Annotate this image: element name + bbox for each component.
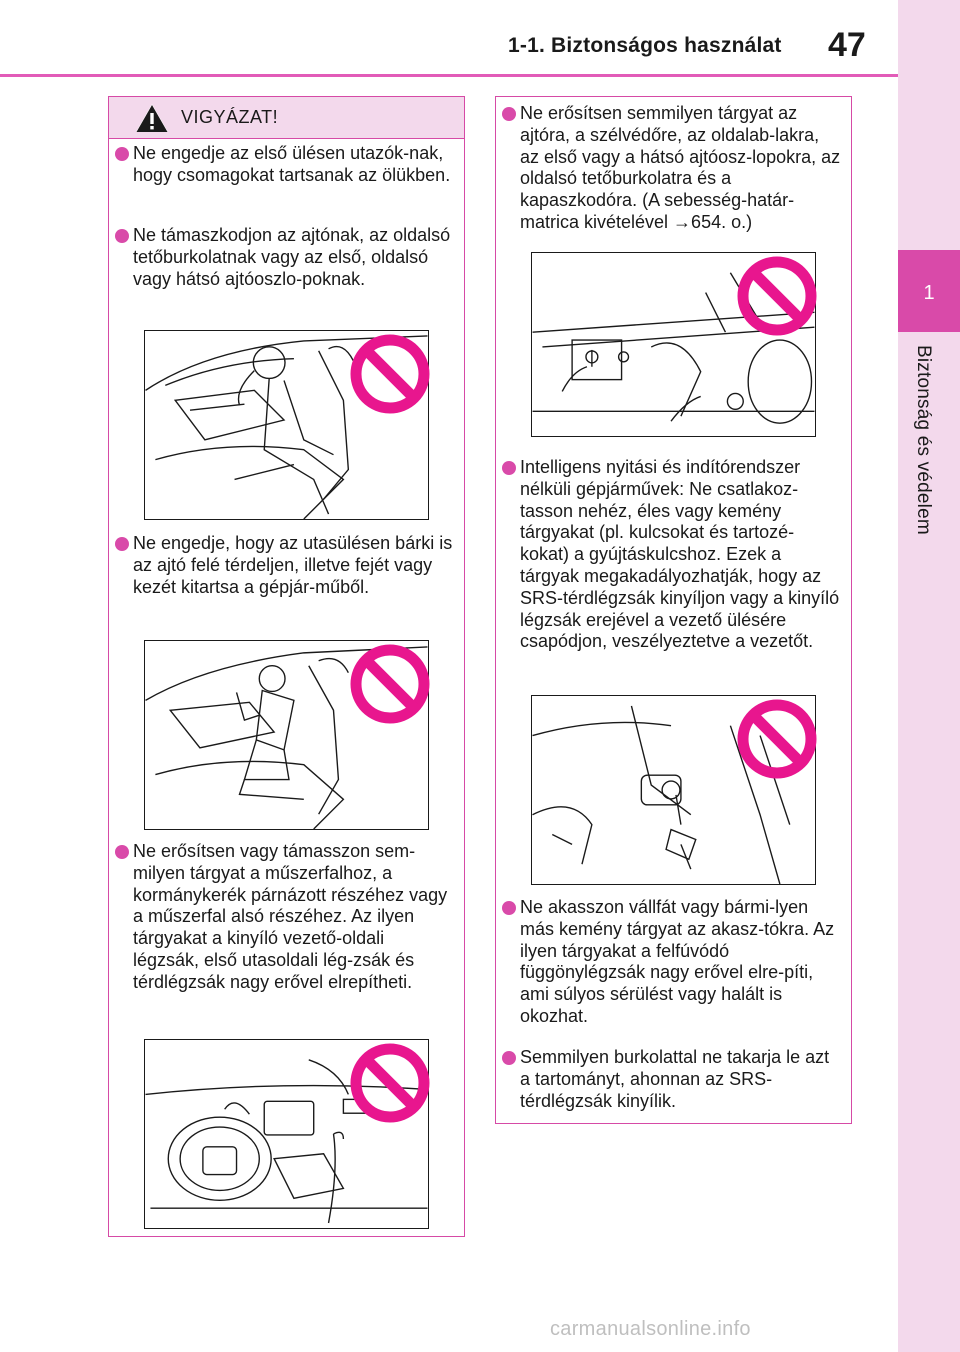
list-item-text: Ne engedje, hogy az utasülésen bárki is az ajtó felé térdeljen, illetve fejét vagy kezét kitartsa a gépjár-műből. bbox=[133, 533, 453, 597]
prohibition-icon bbox=[349, 333, 431, 415]
warning-header bbox=[109, 97, 464, 139]
list-item bbox=[496, 457, 851, 653]
prohibition-icon bbox=[349, 1042, 431, 1124]
bullet-icon bbox=[115, 845, 129, 859]
list-item-text: Ne erősítsen semmilyen tárgyat az ajtóra, a szélvédőre, az oldalab-lakra, az első vagy a hátsó ajtóosz-lopokra, az oldalsó tetőburkolatra és a kapaszkodóra. (A sebesség-határ-matrica kivételével →654. o.) bbox=[520, 103, 841, 232]
prohibition-icon bbox=[349, 643, 431, 725]
page-number: 47 bbox=[828, 26, 866, 64]
list-item bbox=[109, 225, 464, 290]
chapter-title: Biztonság és védelem bbox=[913, 345, 934, 535]
list-item bbox=[496, 103, 851, 234]
chapter-number: 1 bbox=[923, 282, 935, 304]
bullet-icon bbox=[502, 107, 516, 121]
bullet-icon bbox=[115, 229, 129, 243]
list-item bbox=[496, 1047, 851, 1112]
warning-title: VIGYÁZAT! bbox=[181, 107, 279, 127]
list-item bbox=[109, 533, 464, 598]
warning-triangle-icon bbox=[135, 103, 169, 133]
list-item bbox=[496, 897, 851, 1028]
list-item-text: Ne engedje az első ülésen utazók-nak, hogy csomagokat tartsanak az ölükben. bbox=[133, 143, 451, 185]
prohibition-icon bbox=[736, 255, 818, 337]
list-item-text: Ne erősítsen vagy támasszon sem-milyen tárgyat a műszerfalhoz, a kormánykerék párnázott részéhez vagy a műszerfal alsó részéhez. Az ilyen tárgyakat a kinyíló vezető-oldali légzsák, első utasoldali lég-zsák és térdlégzsák nagy erővel elrepítheti. bbox=[133, 841, 448, 992]
warning-box-right bbox=[495, 96, 852, 1124]
list-item-text: Intelligens nyitási és indítórendszer nélküli gépjárművek: Ne csatlakoz-tasson nehéz, éles vagy kemény tárgyakat (pl. kulcsokat és tartozé-kokat) a gyújtáskulcshoz. Ezek a tárgyak megakadályozhatják, hogy az SRS-térdlégzsák kinyíljon vagy a kinyíló légzsák erejével a vezető ülésére csapódjon, veszélyeztetve a vezetőt. bbox=[520, 457, 840, 652]
prohibition-icon bbox=[736, 698, 818, 780]
header-rule bbox=[0, 74, 898, 77]
bullet-icon bbox=[115, 537, 129, 551]
list-item bbox=[109, 143, 464, 187]
bullet-icon bbox=[115, 147, 129, 161]
list-item-text: Semmilyen burkolattal ne takarja le azt a tartományt, ahonnan az SRS-térdlégzsák kinyílik. bbox=[520, 1047, 830, 1111]
list-item bbox=[109, 841, 464, 994]
watermark: carmanualsonline.info bbox=[550, 1318, 751, 1340]
list-item-text: Ne akasszon vállfát vagy bármi-lyen más kemény tárgyat az akasz-tókra. Az ilyen tárgyakat a felfúvódó függönylégzsák nagy erővel elre-píti, ami súlyos sérülést vagy halált is okozhat. bbox=[520, 897, 835, 1026]
side-tab bbox=[898, 0, 960, 1352]
bullet-icon bbox=[502, 901, 516, 915]
list-item-text: Ne támaszkodjon az ajtónak, az oldalsó tetőburkolatnak vagy az első, oldalsó vagy hátsó ajtóoszlo-poknak. bbox=[133, 225, 451, 289]
bullet-icon bbox=[502, 461, 516, 475]
bullet-icon bbox=[502, 1051, 516, 1065]
warning-box-left bbox=[108, 96, 465, 1237]
section-title: 1-1. Biztonságos használat bbox=[508, 34, 782, 57]
